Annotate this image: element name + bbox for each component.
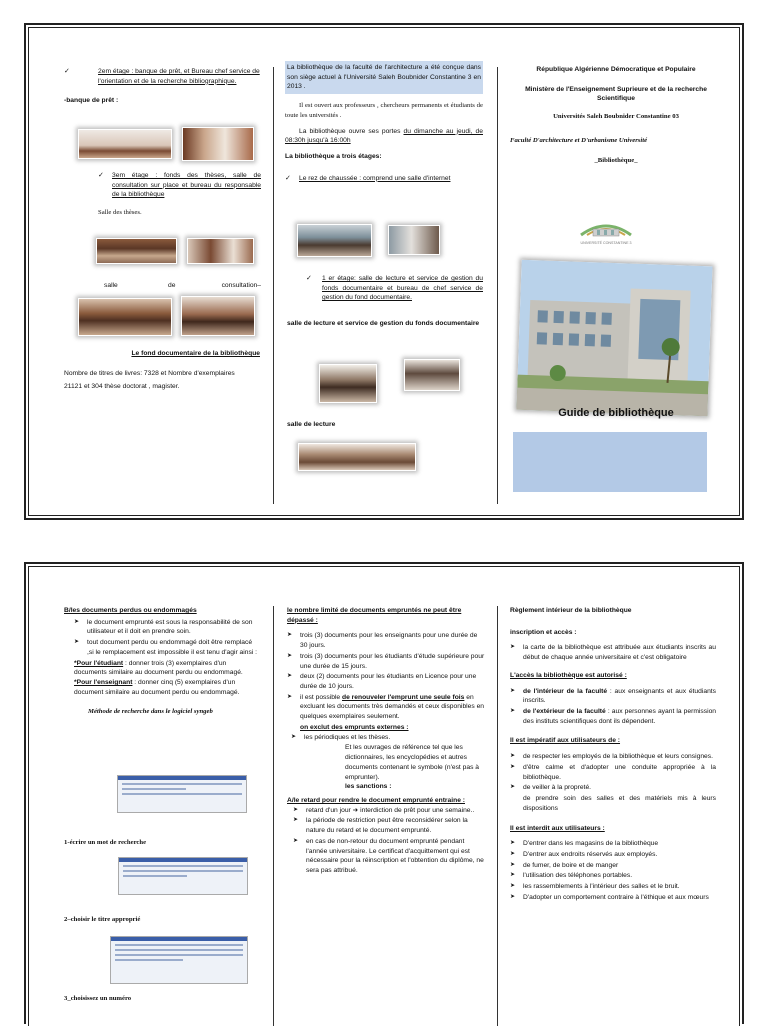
hours-text (285, 127, 483, 146)
forbidden-item-4: ➤ l'utilisation des téléphones portables. (510, 871, 716, 881)
banque-label: -banque de prêt : (64, 97, 119, 105)
photo-gestion-fonds-2 (404, 359, 460, 391)
caption-salle: salle (104, 282, 118, 289)
library-label: _Bibliothèque_ (594, 156, 638, 164)
mandatory-item-2: ➤ d'être calme et d'adopter une conduite appropriée à la bibliothèque. (510, 763, 716, 782)
column-divider (497, 67, 498, 504)
fond-section (64, 349, 260, 394)
right-arrow-icon: ➜ (352, 806, 359, 814)
retard-item-2: ➤ la période de restriction peut être reconsidérer selon la nature du retard et le document emprunté. (293, 816, 485, 835)
photo-consultation-2 (181, 296, 255, 336)
floor2-item (64, 67, 260, 86)
lost-documents-column (64, 606, 260, 717)
brochure-back-sheet (24, 562, 744, 1024)
step3-caption: 3_choisissez un numéro (64, 995, 132, 1002)
column-divider (497, 606, 498, 1026)
enseignant-rule (74, 678, 260, 697)
caption-consultation: consultation– (221, 282, 261, 289)
step2-caption: 2–choisir le titre approprié (64, 916, 141, 923)
photo-salle-lecture (298, 443, 416, 471)
excluded-item-2: Et les ouvrages de référence tel que les dictionnaires, les encyclopédies et autres documents contenant le symbole (n'est pas à emprunter). (345, 744, 479, 781)
fond-text (64, 367, 260, 394)
column-middle (285, 61, 483, 183)
excluded-title: on exclut des emprunts externes : (300, 723, 409, 731)
caption-de: de (168, 282, 176, 289)
access-title: L'accès la bibliothèque est autorisé : (510, 671, 627, 679)
method-title: Méthode de recherche dans le logiciel syngeb (88, 708, 213, 716)
rdc-text: Le rez de chaussée : comprend une salle d'internet (299, 174, 451, 182)
retard-item-1 (293, 806, 485, 816)
guide-title: Guide de bibliothèque (558, 407, 674, 419)
access-inside-text: : aux enseignants et aux étudiants inscrits. (523, 687, 716, 705)
forbidden-title: Il est interdit aux utilisateurs : (510, 824, 605, 832)
faculty-name: Faculté D'architecture et D'urbanisme Université (510, 136, 648, 144)
university-name: Universités Saleh Boubnider Constantine 03 (553, 113, 679, 121)
column-right-cover (510, 65, 722, 165)
floor1-item (306, 274, 483, 303)
fond-text-line2: 21121 et 304 thèse doctorat , magister. (64, 383, 180, 391)
etudiant-rule (74, 659, 260, 678)
lost-item-1: ➤ le document emprunté est sous la responsabilité de son utilisateur et il doit en prendre soin. (74, 618, 260, 637)
open-to-text: Il est ouvert aux professeurs , chercheurs permanents et étudiants de toute les universités . (285, 102, 483, 119)
access-inside (510, 687, 716, 706)
fond-title: Le fond documentaire de la bibliothèque (131, 350, 260, 357)
hours-prefix: La bibliothèque ouvre ses portes (299, 127, 404, 135)
card-rule: ➤ la carte de la bibliothèque est attribuée aux étudiants inscrits au début de chaque année universitaire et c'est obligatoire (510, 643, 716, 662)
loan-item-4 (287, 693, 485, 722)
loan-item-1: ➤ trois (3) documents pour les enseignants pour une durée de 30 jours. (287, 631, 485, 650)
renew-underlined: de renouveler l'emprunt une seule fois (342, 693, 465, 701)
forbidden-item-5: ➤ les rassemblements à l'intérieur des salles et le bruit. (510, 882, 716, 892)
enseignant-text: : donner cinq (5) exemplaires d'un document similaire au document perdu ou endommagé. (74, 679, 240, 696)
inscription-label: inscription et accès : (510, 628, 577, 636)
sanctions-label: les sanctions : (345, 783, 392, 791)
floor1-text: 1 er étage: salle de lecture et service de gestion du fonds documentaire et bureau de chef service de gestion du fond documentaire. (322, 275, 483, 302)
retard-item-3: ➤ en cas de non-retour du document emprunté pendant l'année universitaire. Le certificat d'acquittement qui est nécessaire pour la réinscription et l'obtention du diplôme, ne sera pas attribué. (293, 837, 485, 876)
brochure-front-sheet (24, 23, 744, 520)
renew-prefix: il est possible (300, 693, 343, 701)
photo-banque-pret-2 (182, 127, 254, 161)
loan-item-2: ➤ trois (3) documents pour les étudiants d'étude supérieure pour une durée de 15 jours. (287, 652, 485, 671)
three-floors: La bibliothèque a trois étages: (285, 153, 382, 161)
loan-limit-title: le nombre limité de documents empruntés ne peut être dépassé : (287, 607, 462, 624)
loan-limits-column (287, 606, 485, 877)
lecture-service-caption: salle de lecture et service de gestion du fonds documentaire (287, 320, 480, 327)
forbidden-item-6: ➤ D'adopter un comportement contraire à l'éthique et aux mœurs (510, 893, 716, 903)
floor3-text: 3em étage : fonds des thèses, salle de consultation sur place et bureau du responsable de la bibliothèque (112, 172, 261, 199)
forbidden-item-1: ➤ D'entrer dans les magasins de la bibliothèque (510, 839, 716, 849)
access-outside-text: : aux personnes ayant la permission des instituts scientifiques dont ils dépendent. (523, 708, 717, 725)
forbidden-item-2: ➤ D'entrer aux endroits réservés aux employés. (510, 850, 716, 860)
mandatory-item-3: ➤ de veiller à la propreté. (510, 783, 716, 793)
university-logo-icon (573, 215, 639, 247)
fond-text-line1: Nombre de titres de livres: 7328 et Nombre d'exemplaires (64, 369, 235, 377)
regulation-title: Règlement intérieur de la bibliothèque (510, 607, 632, 614)
column-divider (273, 67, 274, 504)
photo-internet-1 (297, 224, 372, 257)
logo-text: UNIVERSITÉ CONSTANTINE 3 (580, 241, 632, 245)
salle-theses-label: Salle des thèses. (98, 209, 142, 217)
screenshot-search-step2 (118, 857, 248, 895)
floor2-text: 2em étage : banque de prêt, et Bureau chef service de l'orientation et de la recherche bibliographique. (98, 68, 260, 85)
forbidden-item-3: ➤ de fumer, de boire et de manger (510, 861, 716, 871)
rdc-item (285, 174, 483, 184)
university-logo (573, 215, 639, 247)
blue-box (513, 432, 707, 492)
etudiant-text: : donner trois (3) exemplaires d'un documents similaire au document perdu ou endommagé. (74, 659, 243, 677)
loan-item-3: ➤ deux (2) documents pour les étudiants en Licence pour une durée de 10 jours. (287, 672, 485, 691)
access-outside (510, 707, 716, 726)
lost-item-2: ➤ tout document perdu ou endommagé doit être remplacé ,si le remplacement est impossible il est tenu d'agir ainsi : (74, 638, 260, 657)
photo-gestion-fonds-1 (319, 364, 377, 403)
photo-internet-2 (388, 225, 440, 255)
mandatory-item-1: ➤ de respecter les employés de la bibliothèque et leurs consignes. (510, 752, 716, 762)
floor3-item (98, 171, 261, 200)
building-photo (516, 260, 712, 417)
retard-1b: interdiction de prêt pour une semaine.. (360, 806, 475, 814)
access-outside-label: de l'extérieur de la faculté (523, 708, 606, 716)
photo-banque-pret-1 (78, 129, 172, 159)
screenshot-search-step3 (110, 936, 248, 984)
hours-underlined: du dimanche au jeudi, de 08:30h jusqu'à 16:00h (285, 127, 483, 145)
excluded-item-1: ➤ les périodiques et les thèses. (291, 733, 485, 743)
ministry-title: Ministère de l'Enseignement Suprieure et de la recherche Scientifique (525, 85, 707, 103)
regulations-column (510, 606, 716, 904)
photo-salle-theses-2 (187, 238, 254, 264)
salle-consultation-caption (104, 281, 261, 291)
renew-suffix: en excluant les documents très demandés et ceux disponibles en quelques exemplaires seulement. (300, 693, 485, 721)
floor1-block (306, 274, 483, 303)
republic-title: République Algérienne Démocratique et Populaire (536, 66, 696, 73)
lecture-caption: salle de lecture (287, 421, 336, 428)
column-left (64, 67, 260, 106)
floor3-block (98, 171, 261, 218)
etudiant-label: *Pour l'étudiant (74, 659, 124, 667)
mandatory-item-3b: de prendre soin des salles et des matériels mis à leurs dispositions (523, 795, 716, 812)
column-divider (273, 606, 274, 1026)
access-inside-label: de l'intérieur de la faculté (523, 687, 608, 695)
intro-highlight: La bibliothèque de la faculté de l'architecture a été conçue dans son siège actuel à l'Université Saleh Boubnider Constantine 3 en 2013 . (285, 61, 483, 94)
screenshot-search-step1 (117, 775, 247, 813)
enseignant-label: *Pour l'enseignant (74, 679, 133, 687)
retard-1a: retard d'un jour (306, 806, 351, 814)
lost-title: B/les documents perdus ou endommagés (64, 607, 197, 614)
photo-consultation-1 (78, 298, 172, 336)
retard-title: A/le retard pour rendre le document emprunté entraine : (287, 796, 465, 804)
mandatory-title: Il est impératif aux utilisateurs de : (510, 737, 621, 745)
step1-caption: 1-écrire un mot de recherche (64, 839, 147, 846)
photo-salle-theses-1 (96, 238, 177, 264)
